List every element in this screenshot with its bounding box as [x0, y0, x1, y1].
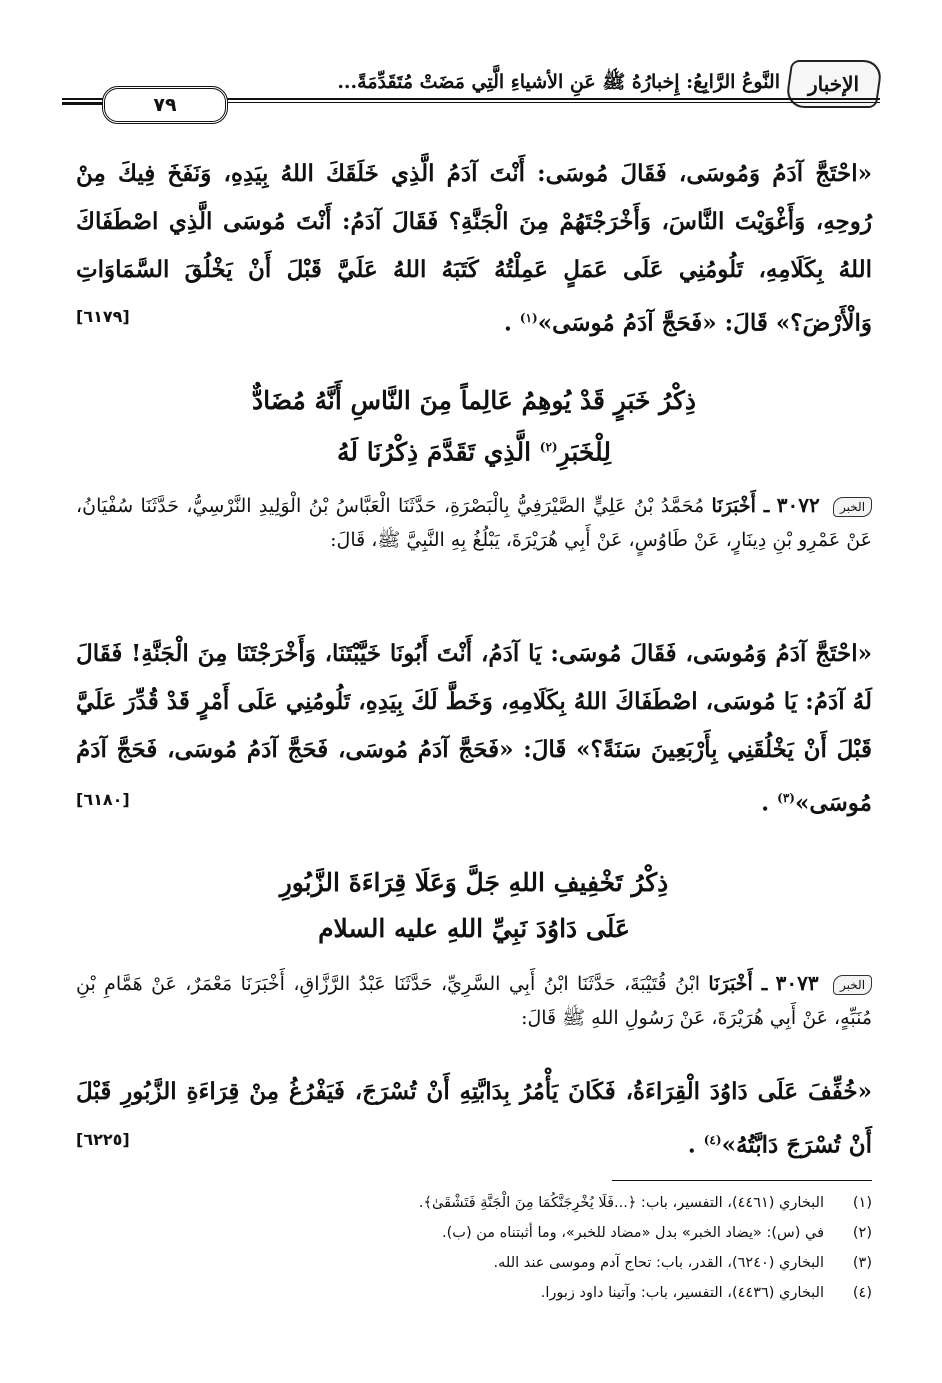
isnad-3073: [76, 966, 872, 1035]
running-header: [62, 58, 880, 120]
section-heading-line-2: [76, 424, 872, 475]
footnotes: [76, 1188, 872, 1308]
footnote-item: [76, 1218, 872, 1248]
heading-text-part-b: الَّذِي تَقَدَّمَ ذِكْرُنَا لَهُ: [337, 437, 532, 467]
header-left-rule: [62, 98, 104, 100]
isnad-3072: [76, 488, 872, 557]
hadith-text-6179: «احْتَجَّ آدَمُ وَمُوسَى، فَقَالَ مُوسَى: أَنْتَ آدَمُ الَّذِي خَلَقَكَ اللهُ بِيَدِهِ، وَنَفَخَ فِيكَ مِنْ رُوحِهِ، وَأَغْوَيْتَ النَّاسَ، وَأَخْرَجْتَهُمْ مِنَ الْجَنَّةِ؟ فَقَالَ آدَمُ: أَنْتَ مُوسَى الَّذِي اصْطَفَاكَ اللهُ بِكَلَامِهِ، تَلُومُنِي عَلَى عَمَلٍ عَمِلْتُهُ كَتَبَهُ اللهُ عَلَيَّ قَبْلَ أَنْ يَخْلُقَ السَّمَاوَاتِ وَالْأَرْضَ؟» قَالَ: «فَحَجَّ آدَمُ مُوسَى»$^{(١)}$ .: [76, 160, 872, 337]
page-number-box: [102, 86, 228, 124]
footnote-text: البخاري (٦٢٤٠)، القدر، باب: تحاج آدم وموسى عند الله.: [493, 1255, 824, 1271]
heading-text-part-a: لِلْخَبَرِ: [557, 437, 611, 467]
akhbarana-label: ـ أَخْبَرَنَا: [711, 495, 770, 517]
hadith-body: «احْتَجَّ آدَمُ وَمُوسَى، فَقَالَ مُوسَى: أَنْتَ آدَمُ الَّذِي خَلَقَكَ اللهُ بِيَدِهِ، وَنَفَخَ فِيكَ مِنْ رُوحِهِ، وَأَغْوَيْتَ النَّاسَ، وَأَخْرَجْتَهُمْ مِنَ الْجَنَّةِ؟ فَقَالَ آدَمُ: أَنْتَ مُوسَى الَّذِي اصْطَفَاكَ اللهُ بِكَلَامِهِ، تَلُومُنِي عَلَى عَمَلٍ عَمِلْتُهُ كَتَبَهُ اللهُ عَلَيَّ قَبْلَ أَنْ يَخْلُقَ السَّمَاوَاتِ وَالْأَرْضَ؟» قَالَ: «فَحَجَّ آدَمُ مُوسَى»: [76, 160, 872, 337]
khabar-marker-icon: الخبر: [833, 497, 872, 517]
footnote-number: (٢): [852, 1225, 872, 1241]
page-number: ٧٩: [153, 94, 177, 116]
hadith-number: ٣٠٧٣: [775, 971, 819, 995]
khabar-marker-icon: الخبر: [833, 975, 872, 995]
footnote-number: (١): [852, 1195, 872, 1211]
footnote-mark: (٢): [539, 440, 558, 454]
footnote-text: البخاري (٤٤٣٦)، التفسير، باب: وآتينا داود زبورا.: [540, 1285, 824, 1301]
footnote-number: (٣): [852, 1255, 872, 1271]
footnote-text: البخاري (٤٤٦١)، التفسير، باب: ﴿...فَلَا يُخْرِجَنَّكُمَا مِنَ الْجَنَّةِ فَتَشْقَىٰ﴾.: [418, 1195, 824, 1211]
isnad-text: ابْنُ قُتَيْبَةَ، حَدَّثَنَا ابْنُ أَبِي السَّرِيِّ، حَدَّثَنَا عَبْدُ الرَّزَّاقِ، أَخْبَرَنَا مَعْمَرٌ، عَنْ هَمَّامِ بْنِ مُنَبِّهٍ، عَنْ أَبِي هُرَيْرَةَ، عَنْ رَسُولِ اللهِ ﷺ قَالَ:: [76, 973, 872, 1029]
footnote-item: [76, 1248, 872, 1278]
section-heading-2: [76, 860, 872, 952]
footnote-item: [76, 1278, 872, 1308]
isnad-text: مُحَمَّدُ بْنُ عَلِيٍّ الصَّيْرَفِيُّ بِالْبَصْرَةِ، حَدَّثَنَا الْعَبَّاسُ بْنُ الْوَلِيدِ النَّرْسِيُّ، حَدَّثَنَا سُفْيَانُ، عَنْ عَمْرِو بْنِ دِينَارٍ، عَنْ طَاوُسٍ، عَنْ أَبِي هُرَيْرَةَ، يَبْلُغُ بِهِ النَّبِيَّ ﷺ، قَالَ:: [76, 495, 872, 551]
header-left-rule-2: [62, 103, 104, 105]
section-badge: [785, 60, 884, 108]
hadith-body: «خُفِّفَ عَلَى دَاوُدَ الْقِرَاءَةُ، فَكَانَ يَأْمُرُ بِدَابَّتِهِ أَنْ تُسْرَجَ، فَيَفْرُغُ مِنْ قِرَاءَةِ الزَّبُورِ قَبْلَ أَنْ تُسْرَجَ دَابَّتُهُ»: [76, 1078, 872, 1159]
hadith-reference-6179: [٦١٧٩]: [76, 307, 130, 326]
section-heading-line-1: ذِكْرُ تَخْفِيفِ اللهِ جَلَّ وَعَلَا قِرَاءَةَ الزَّبُورِ: [279, 868, 669, 897]
hadith-text-6225: «خُفِّفَ عَلَى دَاوُدَ الْقِرَاءَةُ، فَكَانَ يَأْمُرُ بِدَابَّتِهِ أَنْ تُسْرَجَ، فَيَفْرُغُ مِنْ قِرَاءَةِ الزَّبُورِ قَبْلَ أَنْ تُسْرَجَ دَابَّتُهُ»$^{(٤)}$ .: [76, 1078, 872, 1159]
footnote-item: [76, 1188, 872, 1218]
footnote-divider: [612, 1180, 872, 1181]
hadith-reference-6180: [٦١٨٠]: [76, 790, 130, 809]
footnote-text: في (س): «يضاد الخبر» بدل «مضاد للخبر»، وما أثبتناه من (ب).: [442, 1225, 824, 1241]
section-badge-label: الإخبار: [808, 72, 860, 96]
footnote-mark: (٣): [777, 791, 795, 805]
section-heading-line-2: عَلَى دَاوُدَ نَبِيِّ اللهِ عليه السلام: [318, 914, 630, 943]
footnote-mark: (٤): [703, 1133, 722, 1147]
hadith-body: «احْتَجَّ آدَمُ وَمُوسَى، فَقَالَ مُوسَى: يَا آدَمُ، أَنْتَ أَبُونَا خَيَّبْتَنَا، وَأَخْرَجْتَنَا مِنَ الْجَنَّةِ! فَقَالَ لَهُ آدَمُ: يَا مُوسَى، اصْطَفَاكَ اللهُ بِكَلَامِهِ، وَخَطَّ لَكَ بِيَدِهِ، تَلُومُنِي عَلَى أَمْرٍ قَدْ قُدِّرَ عَلَيَّ قَبْلَ أَنْ يَخْلُقَنِي بِأَرْبَعِينَ سَنَةً؟» قَالَ: «فَحَجَّ آدَمُ مُوسَى، فَحَجَّ آدَمُ مُوسَى، فَحَجَّ آدَمُ مُوسَى»: [76, 640, 872, 817]
akhbarana-label: ـ أَخْبَرَنَا: [708, 973, 768, 995]
hadith-number: ٣٠٧٢: [776, 493, 820, 517]
section-heading-line-1: ذِكْرُ خَبَرٍ قَدْ يُوهِمُ عَالِماً مِنَ النَّاسِ أَنَّهُ مُضَادٌّ: [251, 386, 697, 415]
hadith-text-6180: «احْتَجَّ آدَمُ وَمُوسَى، فَقَالَ مُوسَى: يَا آدَمُ، أَنْتَ أَبُونَا خَيَّبْتَنَا، وَأَخْرَجْتَنَا مِنَ الْجَنَّةِ! فَقَالَ لَهُ آدَمُ: يَا مُوسَى، اصْطَفَاكَ اللهُ بِكَلَامِهِ، وَخَطَّ لَكَ بِيَدِهِ، تَلُومُنِي عَلَى أَمْرٍ قَدْ قُدِّرَ عَلَيَّ قَبْلَ أَنْ يَخْلُقَنِي بِأَرْبَعِينَ سَنَةً؟» قَالَ: «فَحَجَّ آدَمُ مُوسَى، فَحَجَّ آدَمُ مُوسَى، فَحَجَّ آدَمُ مُوسَى»$^{(٣)}$ .: [76, 640, 872, 817]
footnote-mark: (١): [519, 311, 538, 325]
hadith-reference-6225: [٦٢٢٥]: [76, 1130, 130, 1149]
section-heading-1: [76, 378, 872, 475]
footnote-number: (٤): [852, 1285, 872, 1301]
header-title: النَّوعُ الرَّابِعُ: إِخبارُهُ ﷺ عَنِ الأشياءِ الَّتِي مَضَتْ مُتَقَدِّمَةً...: [337, 71, 780, 93]
